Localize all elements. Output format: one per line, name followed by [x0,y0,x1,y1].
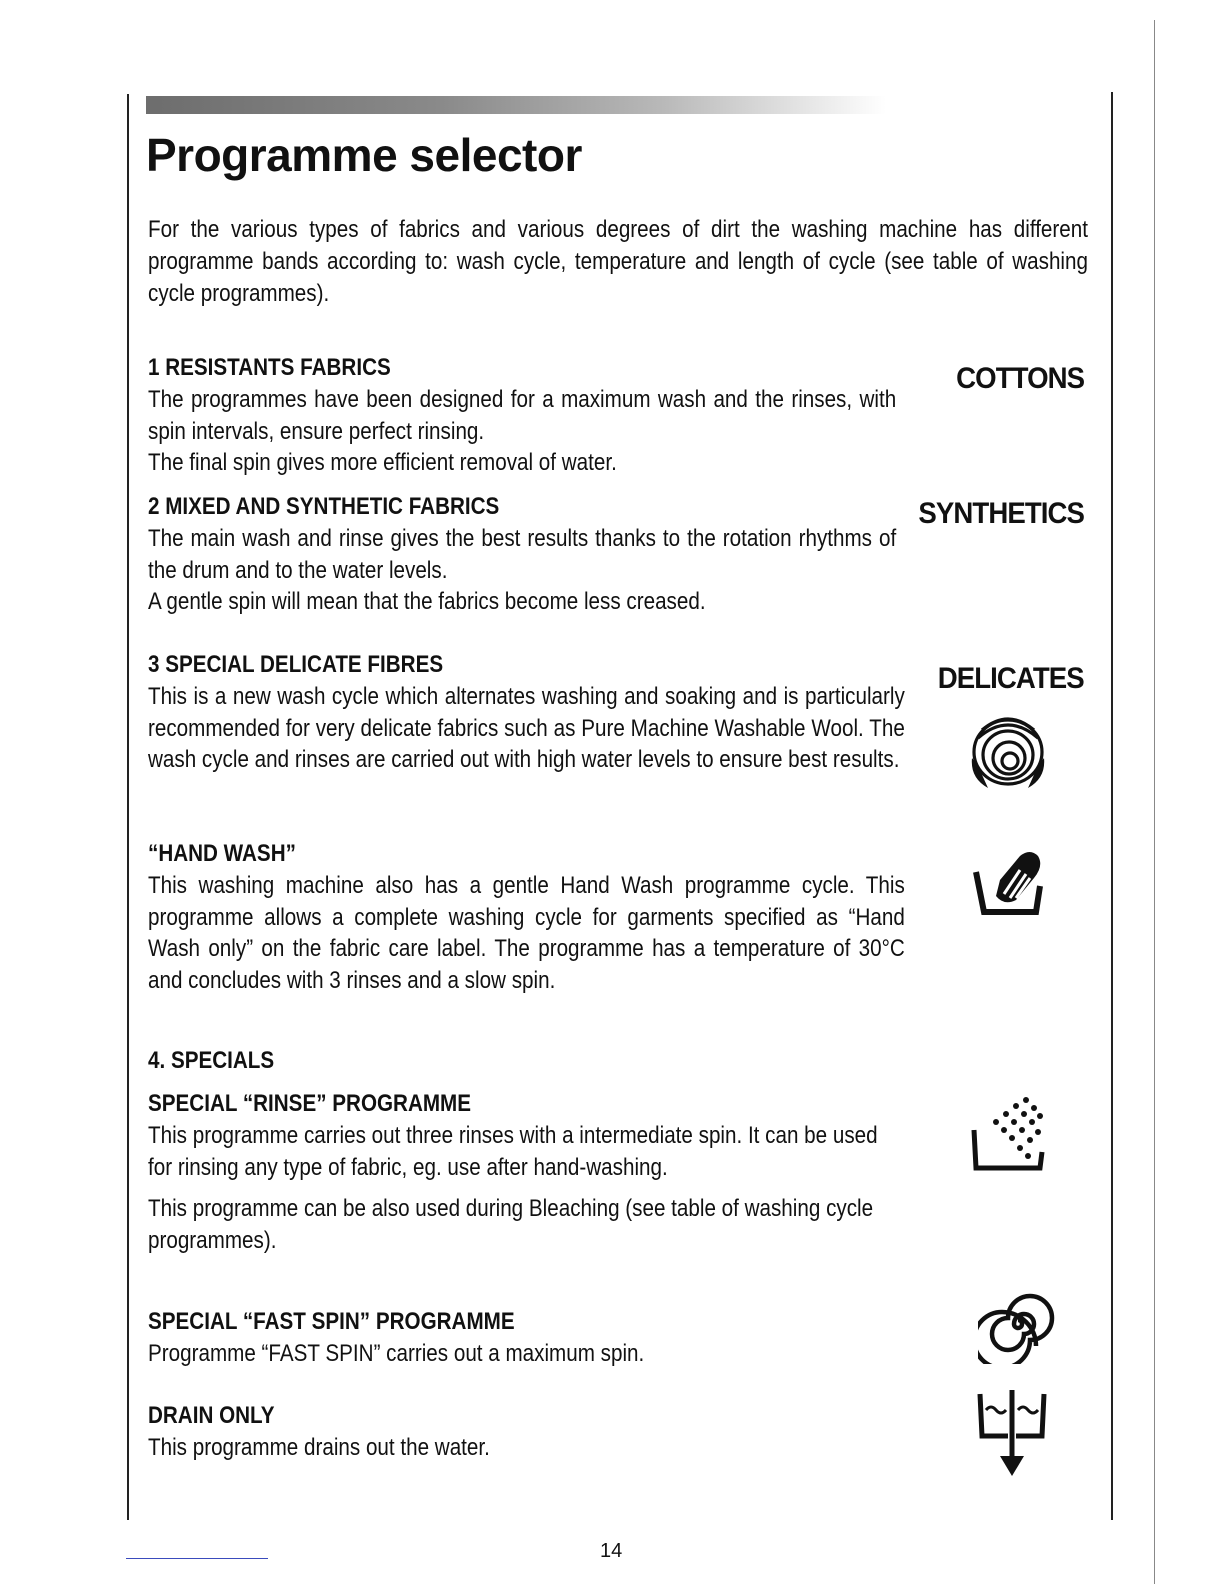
section-body: The final spin gives more efficient removal of water. [148,449,617,476]
wool-icon [966,708,1050,792]
header-bar [146,96,886,114]
section-body: A gentle spin will mean that the fabrics become less creased. [148,588,706,615]
section-mixed [148,491,896,618]
left-border-line [127,94,129,1520]
right-border-line [1111,92,1113,1520]
category-cottons: COTTONS [956,362,1084,395]
section-handwash [148,838,904,996]
section-body: This programme carries out three rinses with a intermediate spin. It can be used for rinsing any type of fabric, eg. use after hand-washing. [148,1122,878,1181]
hand-wash-icon [970,846,1050,918]
section-body: The programmes have been designed for a maximum wash and the rinses, with spin intervals, ensure perfect rinsing. [148,386,897,445]
drain-icon [974,1384,1050,1480]
category-synthetics: SYNTHETICS [918,497,1084,530]
section-body: The main wash and rinse gives the best results thanks to the rotation rhythms of the drum and to the water levels. [148,525,897,584]
section-heading: SPECIAL “FAST SPIN” PROGRAMME [148,1308,515,1335]
section-heading: “HAND WASH” [148,840,296,867]
section-body: This programme drains out the water. [148,1434,490,1461]
section-drain [148,1400,904,1464]
page-number: 14 [600,1540,623,1562]
footer-line [126,1558,268,1559]
page-edge-line [1154,20,1155,1584]
section-resistants [148,352,896,479]
section-body: This programme can be also used during Bleaching (see table of washing cycle programmes). [148,1195,874,1254]
page-title: Programme selector [146,129,582,181]
section-heading: 3 SPECIAL DELICATE FIBRES [148,651,444,678]
section-body: Programme “FAST SPIN” carries out a maximum spin. [148,1340,645,1367]
section-heading: 2 MIXED AND SYNTHETIC FABRICS [148,493,500,520]
section-heading: SPECIAL “RINSE” PROGRAMME [148,1090,472,1117]
section-heading: 1 RESISTANTS FABRICS [148,354,391,381]
section-body: This is a new wash cycle which alternates washing and soaking and is particularly recommended for very delicate fabrics such as Pure Machine Washable Wool. The wash cycle and rinses are carried out with high water levels to ensure best results. [148,683,905,773]
section-heading: 4. SPECIALS [148,1047,275,1074]
intro-paragraph: For the various types of fabrics and various degrees of dirt the washing machine has different programme bands according to: wash cycle, temperature and length of cycle (see table of washing cycle programmes). [148,216,1088,307]
spin-icon [978,1284,1058,1364]
section-heading: DRAIN ONLY [148,1402,275,1429]
rinse-icon [966,1090,1050,1174]
section-fastspin [148,1306,904,1370]
section-specials [148,1045,904,1077]
category-delicates: DELICATES [937,662,1084,695]
section-body: This washing machine also has a gentle Hand Wash programme cycle. This programme allows a complete washing cycle for garments specified as “Hand Wash only” on the fabric care label. The programme has a temperature of 30°C and concludes with 3 rinses and a slow spin. [148,872,905,994]
section-rinse [148,1088,904,1256]
section-delicate [148,649,904,776]
